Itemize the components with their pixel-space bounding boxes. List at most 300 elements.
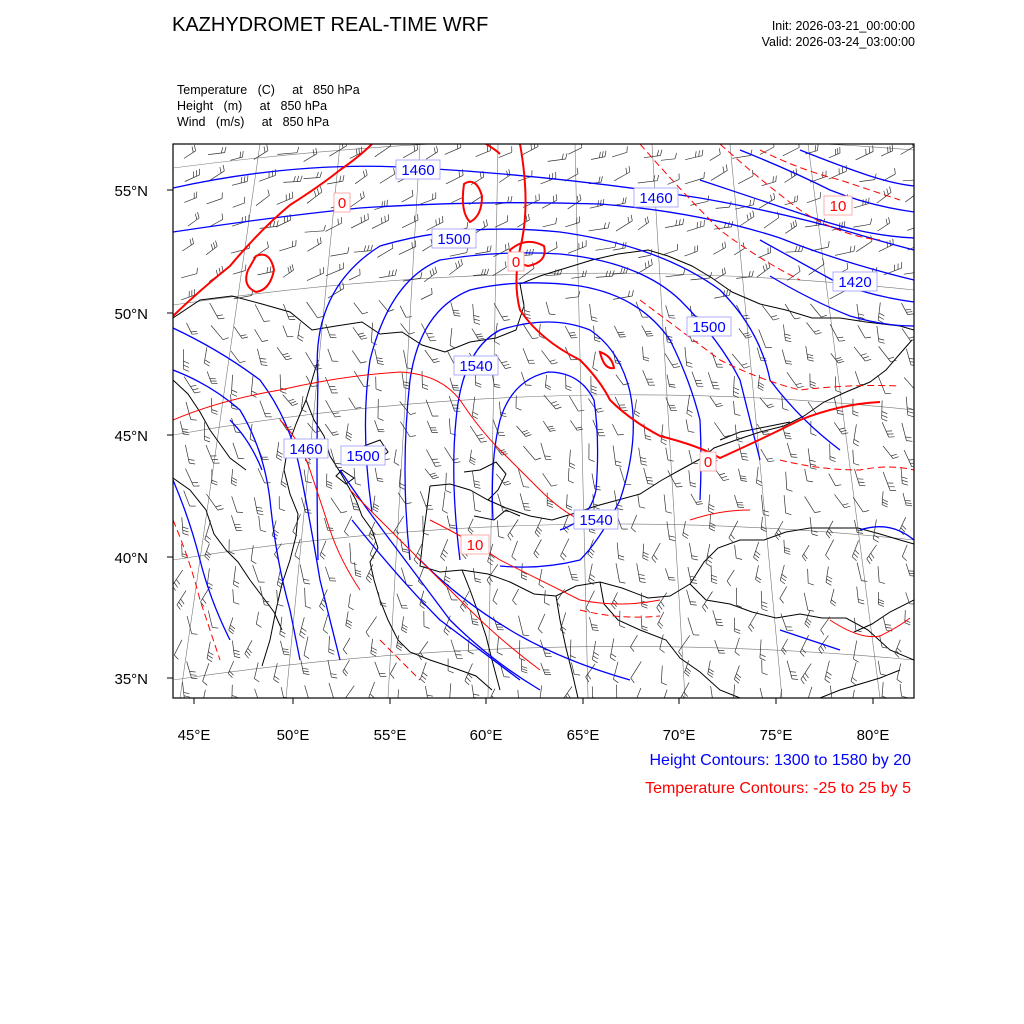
- wind-barb-feather: [648, 484, 654, 485]
- wind-barb: [667, 375, 670, 387]
- wind-barb: [713, 610, 717, 625]
- wind-barb-feather: [192, 334, 198, 335]
- wind-barb-feather: [556, 194, 557, 200]
- wind-barb-feather: [493, 600, 497, 604]
- wind-barb: [810, 304, 821, 317]
- wind-barb: [211, 398, 212, 412]
- wind-barb-feather: [251, 561, 256, 564]
- wind-barb-feather: [544, 603, 549, 606]
- temperature-label: 10: [466, 537, 484, 554]
- wind-barb-feather: [882, 699, 887, 702]
- wind-barb-feather: [721, 476, 727, 478]
- wind-barb-feather: [535, 458, 541, 460]
- wind-barb-feather: [216, 241, 218, 247]
- wind-barb: [727, 570, 734, 581]
- wind-barb-feather: [827, 576, 832, 579]
- wind-barb: [320, 541, 326, 555]
- wind-barb: [684, 251, 697, 256]
- wind-barb-feather: [521, 578, 526, 581]
- wind-barb-feather: [378, 364, 384, 365]
- wind-barb-feather: [267, 241, 268, 247]
- wind-barb: [355, 175, 367, 184]
- height-contours-legend: Height Contours: 1300 to 1580 by 20: [649, 752, 911, 769]
- wind-barb: [761, 591, 762, 609]
- wind-barb-feather: [711, 575, 717, 577]
- wind-barb: [281, 687, 285, 704]
- wind-barb-feather: [711, 578, 717, 580]
- wind-barb-feather: [473, 412, 478, 415]
- wind-barb-feather: [212, 412, 218, 414]
- wind-barb-feather: [458, 261, 460, 267]
- wind-barb-feather: [435, 267, 437, 273]
- wind-barb-feather: [710, 523, 715, 526]
- wind-barb-feather: [889, 217, 890, 223]
- wind-barb: [508, 520, 519, 536]
- wind-barb-feather: [706, 563, 711, 566]
- wind-barb-feather: [741, 481, 747, 482]
- wind-barb-feather: [208, 655, 213, 658]
- wind-barb-feather: [853, 699, 858, 702]
- wind-barb-feather: [354, 509, 360, 510]
- wind-barb-feather: [315, 431, 321, 433]
- wind-barb: [420, 662, 426, 679]
- wind-barb-feather: [716, 403, 722, 404]
- wind-barb-feather: [805, 673, 809, 678]
- wind-barb-feather: [183, 361, 189, 363]
- wind-barb: [714, 227, 732, 229]
- wind-barb-feather: [183, 432, 189, 433]
- wind-barb: [732, 156, 751, 159]
- wind-barb: [904, 272, 923, 275]
- wind-barb-feather: [505, 484, 511, 486]
- wind-barb: [687, 226, 704, 231]
- wind-barb: [878, 661, 880, 674]
- wind-barb: [234, 327, 242, 339]
- wind-barb-feather: [756, 577, 761, 580]
- wind-barb: [590, 304, 592, 320]
- wind-barb-feather: [547, 503, 553, 505]
- wind-barb-feather: [852, 702, 857, 705]
- wind-barb-feather: [795, 220, 796, 226]
- wind-barb-feather: [906, 505, 912, 506]
- wind-barb-feather: [915, 267, 916, 273]
- wind-barb-feather: [798, 246, 800, 252]
- wind-barb-feather: [923, 266, 924, 272]
- wind-barb-feather: [274, 676, 279, 679]
- wind-barb-feather: [183, 530, 189, 532]
- wind-barb-feather: [611, 654, 616, 657]
- wind-barb-feather: [422, 387, 428, 389]
- wind-barb-feather: [825, 679, 830, 683]
- wind-barb-feather: [617, 700, 623, 702]
- wind-barb-feather: [844, 221, 845, 227]
- wind-barb: [472, 329, 479, 340]
- wind-barb: [183, 682, 185, 699]
- wind-barb-feather: [851, 681, 856, 685]
- wind-barb: [829, 171, 847, 179]
- wind-barb-feather: [395, 269, 396, 275]
- wind-barb-feather: [768, 461, 774, 462]
- wind-barb-feather: [883, 499, 888, 502]
- wind-barb-feather: [690, 485, 696, 487]
- wind-barb: [369, 682, 375, 697]
- wind-barb: [689, 450, 692, 463]
- wind-barb-feather: [377, 358, 383, 359]
- wind-barb: [738, 176, 753, 184]
- wind-barb-feather: [589, 459, 595, 461]
- wind-barb-feather: [529, 249, 531, 255]
- wind-barb-feather: [802, 649, 806, 653]
- wind-barb: [810, 517, 812, 534]
- wind-barb-feather: [593, 630, 599, 631]
- wind-barb-feather: [306, 482, 312, 483]
- wind-barb: [233, 589, 234, 602]
- wind-barb: [638, 494, 640, 506]
- wind-barb-feather: [363, 191, 364, 197]
- wind-barb-feather: [466, 677, 470, 681]
- wind-barb-feather: [336, 467, 342, 468]
- wind-barb-feather: [879, 313, 884, 316]
- wind-barb-feather: [783, 409, 789, 411]
- wind-barb-feather: [481, 441, 487, 442]
- wind-barb-feather: [641, 461, 647, 462]
- lon-label: 60°E: [469, 727, 503, 744]
- wind-barb-feather: [344, 669, 348, 674]
- wind-barb-feather: [288, 399, 294, 401]
- wind-barb-feather: [606, 271, 608, 277]
- wind-barb-feather: [317, 172, 319, 178]
- wind-barb-feather: [364, 215, 365, 221]
- wind-barb-feather: [646, 333, 652, 334]
- wind-barb-feather: [473, 694, 479, 695]
- wind-barb: [785, 226, 796, 234]
- wind-barb-feather: [402, 630, 407, 633]
- wind-barb-feather: [843, 504, 849, 506]
- height-label: 1460: [289, 441, 323, 458]
- wind-barb-feather: [895, 168, 896, 174]
- wind-barb: [644, 468, 648, 484]
- wind-barb: [545, 275, 560, 276]
- wind-barb-feather: [525, 510, 531, 511]
- wind-barb-feather: [795, 246, 797, 252]
- wind-barb-feather: [446, 490, 451, 492]
- wind-barb-feather: [902, 480, 908, 482]
- wind-barb-feather: [767, 404, 773, 406]
- wind-barb-feather: [474, 700, 480, 701]
- wind-barb-feather: [195, 214, 197, 220]
- wind-barb-feather: [632, 290, 633, 296]
- wind-barb-feather: [516, 408, 522, 410]
- wind-barb-feather: [591, 386, 597, 388]
- wind-barb-feather: [432, 288, 433, 294]
- wind-barb: [713, 248, 725, 255]
- wind-barb-feather: [879, 342, 885, 344]
- height-label: 1540: [579, 512, 613, 529]
- wind-barb-feather: [302, 628, 307, 632]
- wind-barb-feather: [729, 538, 733, 543]
- wind-barb-feather: [355, 570, 361, 572]
- wind-barb-feather: [566, 389, 572, 391]
- wind-barb: [425, 469, 433, 479]
- wind-barb-feather: [629, 166, 630, 172]
- wind-barb-feather: [752, 271, 754, 277]
- wind-barb-feather: [528, 214, 529, 220]
- wind-barb-feather: [335, 416, 341, 417]
- wind-barb-feather: [376, 389, 382, 391]
- wind-barb-feather: [303, 668, 309, 669]
- wind-barb-feather: [256, 624, 261, 627]
- wind-barb: [295, 539, 300, 556]
- wind-barb-feather: [477, 435, 483, 436]
- wind-barb-feather: [241, 335, 247, 336]
- wind-barb-feather: [433, 269, 435, 275]
- wind-barb-feather: [409, 332, 415, 334]
- wind-barb-feather: [346, 625, 351, 628]
- wind-barb-feather: [869, 556, 872, 561]
- wind-barb-feather: [723, 167, 724, 173]
- wind-barb: [734, 248, 744, 255]
- wind-barb-feather: [887, 189, 889, 195]
- wind-barb-feather: [746, 337, 752, 339]
- wind-barb: [202, 690, 205, 705]
- wind-barb-feather: [753, 211, 754, 217]
- wind-barb-feather: [552, 363, 558, 365]
- wind-barb-feather: [818, 145, 819, 151]
- wind-barb-feather: [647, 217, 648, 223]
- wind-barb: [661, 159, 675, 161]
- wind-barb-feather: [449, 525, 455, 526]
- wind-barb-feather: [744, 366, 750, 368]
- lon-label: 75°E: [759, 727, 793, 744]
- wind-barb-feather: [252, 391, 257, 394]
- wind-barb-feather: [690, 482, 696, 484]
- wind-barb: [904, 378, 917, 393]
- wind-barb: [733, 376, 734, 395]
- wind-barb-feather: [184, 696, 190, 698]
- wind-barb-feather: [699, 151, 700, 157]
- wind-barb-feather: [174, 655, 178, 659]
- wind-barb-feather: [369, 536, 373, 540]
- wind-barb-feather: [574, 674, 580, 675]
- wind-barb-feather: [362, 312, 368, 314]
- wind-barb-feather: [490, 698, 494, 702]
- wind-barb-feather: [880, 674, 886, 675]
- wind-barb: [809, 264, 824, 275]
- wind-barb-feather: [389, 140, 390, 146]
- wind-barb: [182, 517, 183, 533]
- wind-barb-feather: [208, 583, 213, 586]
- wind-barb-feather: [691, 583, 697, 584]
- wind-barb-feather: [737, 440, 743, 442]
- wind-barb-feather: [810, 384, 816, 386]
- wind-barb: [343, 660, 350, 671]
- temperature-contours-legend: Temperature Contours: -25 to 25 by 5: [645, 780, 911, 797]
- wind-barb-feather: [567, 505, 573, 508]
- wind-barb: [253, 565, 259, 582]
- wind-barb-feather: [669, 318, 675, 319]
- wind-barb-feather: [873, 539, 878, 542]
- wind-barb-feather: [837, 337, 843, 338]
- height-label: 1500: [437, 231, 471, 248]
- wind-barb-feather: [826, 555, 830, 560]
- wind-barb: [665, 568, 669, 579]
- wind-barb: [540, 686, 542, 699]
- wind-barb-feather: [750, 213, 751, 219]
- wind-barb: [379, 275, 395, 278]
- wind-barb-feather: [494, 384, 500, 385]
- wind-barb: [180, 421, 183, 434]
- wind-barb-feather: [280, 634, 285, 637]
- wind-barb-feather: [505, 261, 506, 267]
- wind-barb-feather: [462, 554, 466, 559]
- wind-barb-feather: [476, 334, 482, 335]
- wind-barb-feather: [914, 188, 916, 194]
- wind-barb-feather: [675, 153, 677, 159]
- wind-barb-feather: [631, 215, 632, 221]
- wind-barb: [596, 247, 616, 250]
- wind-barb: [188, 218, 199, 226]
- wind-barb-feather: [414, 560, 418, 565]
- wind-barb-feather: [470, 460, 475, 463]
- wind-barb-feather: [366, 578, 370, 582]
- wind-barb-feather: [786, 513, 792, 515]
- wind-barb-feather: [592, 627, 598, 628]
- wind-barb: [306, 376, 312, 387]
- wind-barb-feather: [197, 268, 198, 274]
- wind-barb-feather: [317, 239, 318, 245]
- wind-barb-feather: [481, 269, 483, 275]
- wind-barb-feather: [642, 604, 648, 606]
- wind-barb-feather: [882, 502, 887, 505]
- wind-barb-feather: [791, 675, 797, 676]
- height-label: 1460: [401, 162, 435, 179]
- wind-barb-feather: [734, 388, 740, 391]
- wind-barb-feather: [368, 245, 370, 251]
- wind-barb-feather: [808, 610, 814, 611]
- wind-barb-feather: [450, 699, 455, 702]
- wind-barb-feather: [176, 579, 180, 584]
- wind-barb-feather: [796, 383, 802, 385]
- wind-barb-feather: [642, 606, 648, 608]
- wind-barb-feather: [861, 581, 867, 582]
- wind-barb-feather: [551, 485, 557, 486]
- wind-barb: [446, 473, 447, 491]
- wind-barb-feather: [589, 578, 594, 581]
- wind-barb: [390, 663, 396, 674]
- wind-barb-feather: [243, 151, 244, 157]
- wind-barb-feather: [807, 481, 813, 482]
- wind-barb-feather: [683, 269, 685, 275]
- wind-barb-feather: [631, 528, 635, 532]
- wind-barb-feather: [631, 678, 635, 683]
- wind-barb: [867, 545, 877, 559]
- wind-barb-feather: [879, 339, 885, 341]
- wind-barb-feather: [234, 650, 240, 652]
- wind-barb-feather: [278, 604, 284, 606]
- wind-barb-feather: [524, 507, 530, 508]
- wind-barb-feather: [566, 386, 572, 388]
- wind-barb: [280, 641, 283, 654]
- wind-barb-feather: [474, 319, 480, 321]
- wind-barb-feather: [775, 535, 779, 540]
- wind-barb-feather: [442, 216, 443, 222]
- wind-barb-feather: [206, 536, 211, 540]
- wind-barb-feather: [807, 701, 812, 705]
- wind-barb: [326, 324, 331, 338]
- wind-barb-feather: [347, 432, 352, 435]
- wind-barb-feather: [767, 458, 773, 459]
- wind-barb: [473, 472, 475, 488]
- wind-barb-feather: [704, 604, 708, 609]
- wind-barb-feather: [785, 553, 791, 555]
- wind-barb-feather: [450, 345, 455, 348]
- wind-barb-feather: [835, 485, 841, 486]
- wind-barb: [375, 662, 381, 677]
- wind-barb-feather: [806, 621, 810, 625]
- wind-barb-feather: [455, 462, 461, 463]
- wind-barb: [520, 493, 525, 510]
- wind-barb: [493, 589, 498, 601]
- wind-barb-feather: [827, 672, 832, 676]
- wind-barb-feather: [556, 407, 562, 409]
- wind-barb: [187, 616, 192, 634]
- wind-barb-feather: [434, 462, 440, 463]
- wind-barb: [905, 610, 906, 623]
- wind-barb: [691, 278, 711, 280]
- wind-barb-feather: [821, 315, 827, 317]
- wind-barb-feather: [805, 624, 809, 628]
- wind-barb-feather: [443, 510, 448, 513]
- wind-barb-feather: [487, 269, 489, 275]
- wind-barb: [641, 593, 642, 607]
- wind-barb-feather: [646, 477, 652, 478]
- wind-barb-feather: [320, 555, 324, 559]
- wind-barb-feather: [602, 151, 603, 157]
- wind-barb-feather: [218, 509, 224, 511]
- wind-barb: [473, 568, 475, 581]
- wind-barb: [652, 543, 660, 558]
- wind-barb-feather: [219, 318, 225, 319]
- wind-barb-feather: [232, 695, 238, 697]
- wind-barb: [375, 420, 379, 431]
- wind-barb-feather: [333, 434, 339, 435]
- wind-barb: [174, 640, 182, 655]
- wind-barb-feather: [394, 168, 395, 174]
- wind-barb-feather: [204, 436, 210, 438]
- wind-barb-feather: [786, 438, 792, 439]
- wind-barb: [570, 640, 571, 660]
- wind-barb-feather: [305, 606, 311, 608]
- wind-barb-feather: [652, 558, 656, 563]
- wind-barb: [853, 450, 854, 464]
- wind-barb-feather: [863, 511, 869, 512]
- wind-barb-feather: [283, 652, 289, 653]
- wind-barb-feather: [445, 579, 450, 582]
- wind-barb: [499, 175, 510, 183]
- wind-barb: [901, 147, 913, 154]
- wind-barb: [642, 326, 648, 337]
- wind-barb-feather: [329, 649, 335, 651]
- wind-barb: [786, 251, 802, 252]
- wind-barb-feather: [643, 558, 649, 561]
- lat-label: 50°N: [114, 306, 148, 323]
- wind-barb-feather: [321, 552, 325, 556]
- wind-barb: [780, 587, 787, 599]
- wind-barb-feather: [897, 679, 902, 683]
- wind-barb-feather: [902, 557, 906, 561]
- wind-barb-feather: [335, 463, 341, 464]
- wind-barb-feather: [338, 219, 339, 225]
